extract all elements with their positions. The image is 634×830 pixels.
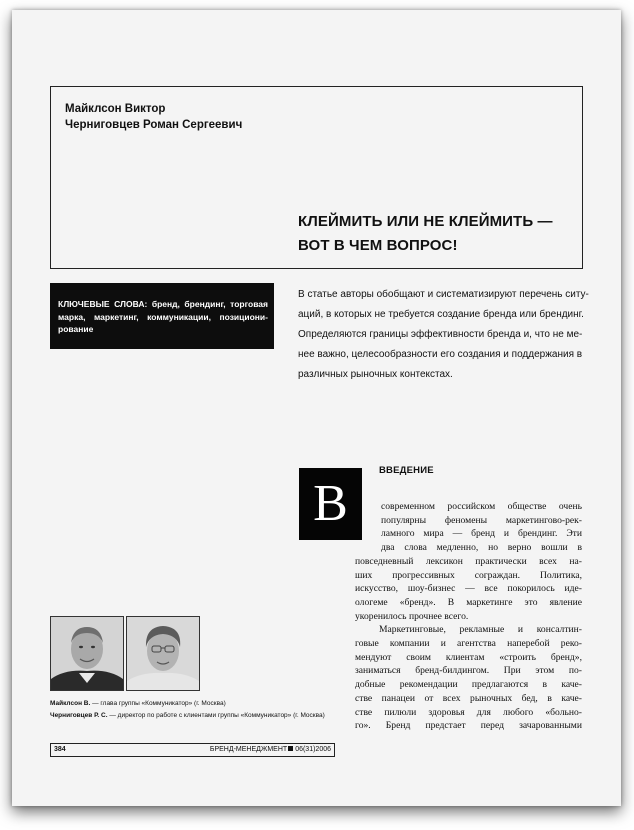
journal-name: БРЕНД-МЕНЕДЖМЕНТ	[209, 746, 288, 753]
bio-name: Майклсон В.	[50, 700, 91, 707]
body-line: добные рекомендации предлагаются в каче-	[355, 679, 582, 691]
body-line: го». Бренд предстает перед зачарованными	[355, 720, 582, 732]
keywords-box: КЛЮЧЕВЫЕ СЛОВА: бренд, брендинг, торговая марка, маркетинг, коммуникации, позициони-рование	[50, 283, 274, 349]
body-line: ших прогрессивных сограждан. Политика,	[355, 569, 582, 581]
page-footer	[50, 743, 335, 757]
body-line: искусство, шоу-бизнес — все покорилось идe-	[355, 583, 582, 595]
body-line: Маркетинговые, рекламные и консалтин-	[379, 624, 582, 636]
issue-number: 06(31)2006	[295, 746, 331, 753]
body-line: повседневный лексикон практически всех на-	[355, 555, 582, 567]
article-body	[355, 500, 582, 733]
body-line: современном российском обществе очень	[381, 501, 582, 512]
author-photo-chernigovtsev	[126, 616, 200, 691]
drop-cap: В	[299, 468, 362, 540]
author-name: Майклсон Виктор	[65, 103, 166, 115]
abstract-line: нее важно, целесообразности его создания и поддержания в	[298, 349, 583, 360]
bio-text: — глава группы «Коммуникатор» (г. Москва)	[90, 700, 226, 707]
body-line: укоренилось прочнее всего.	[355, 610, 469, 622]
article-header	[50, 86, 583, 269]
body-line: стве панацеи от всех рыночных бед, в каче-	[355, 692, 582, 704]
authors-block	[65, 101, 242, 133]
body-line: стве пилюли здоровья для любого «больно-	[355, 706, 582, 718]
square-bullet-icon	[288, 746, 293, 751]
section-heading: ВВЕДЕНИЕ	[379, 465, 434, 476]
article-title	[298, 210, 553, 258]
bio-text: — директор по работе с клиентами группы «Коммуникатор» (г. Москва)	[107, 712, 325, 719]
body-line: мендуют своим клиентам «строить бренд»,	[355, 651, 582, 663]
body-line: ламного мира — бренд и брендинг. Эти	[381, 528, 582, 540]
title-line: КЛЕЙМИТЬ ИЛИ НЕ КЛЕЙМИТЬ —	[298, 213, 553, 230]
abstract	[298, 285, 589, 385]
abstract-line: аций, в которых не требуется создание бренда или брендинг.	[298, 309, 584, 320]
abstract-line: Определяются границы эффективности бренда и, что не ме-	[298, 329, 583, 340]
abstract-line: В статье авторы обобщают и систематизируют перечень ситу-	[298, 289, 589, 300]
body-line: ологеме «бренд». В маркетинге это явление	[355, 596, 582, 608]
journal-info	[210, 744, 331, 756]
author-photo-michaelson	[50, 616, 124, 691]
body-line: заниматься бренд-билдингом. При этом по-	[355, 665, 582, 677]
journal-page	[12, 10, 621, 806]
body-line: говые компании и агентства наперебой реко-	[355, 638, 582, 650]
title-line: ВОТ В ЧЕМ ВОПРОС!	[298, 237, 458, 254]
page-number: 384	[54, 746, 66, 753]
author-bio	[50, 700, 226, 707]
body-line: популярны феномены маркетингово-рек-	[381, 514, 582, 526]
author-bio	[50, 712, 325, 719]
abstract-line: различных рыночных контекстах.	[298, 369, 453, 380]
body-line: два слова медленно, но верно вошли в	[381, 542, 582, 554]
author-name: Черниговцев Роман Сергеевич	[65, 119, 243, 131]
bio-name: Черниговцев Р. С.	[50, 712, 108, 719]
